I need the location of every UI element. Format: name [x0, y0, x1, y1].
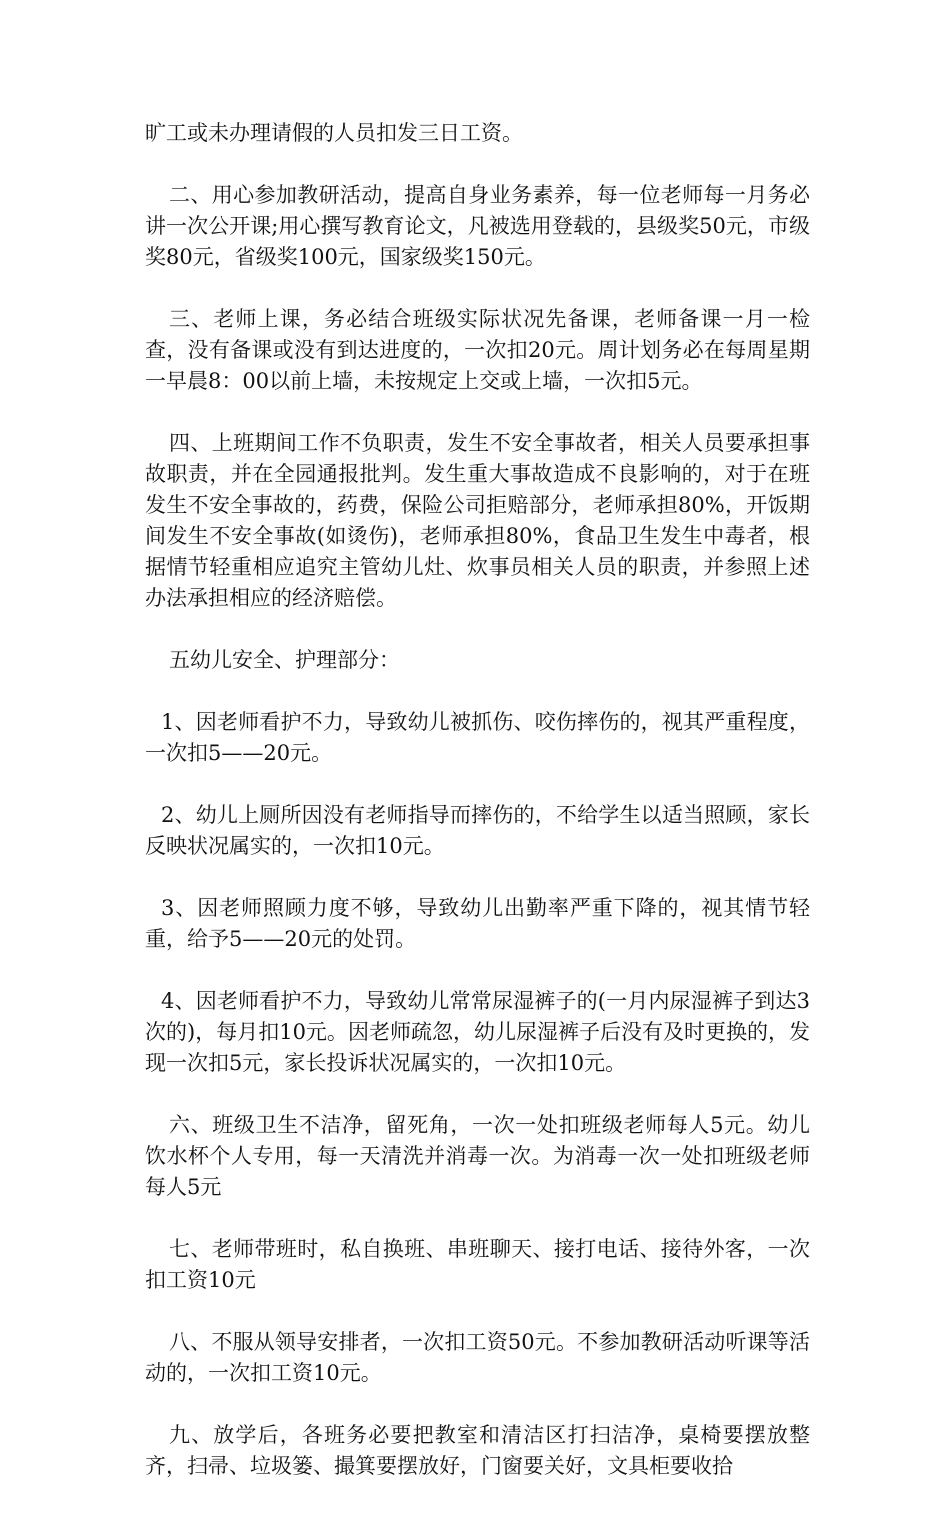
paragraph-sub-2: 2、幼儿上厕所因没有老师指导而摔伤的，不给学生以适当照顾，家长反映状况属实的，一次扣10元。	[145, 803, 810, 858]
paragraph-continuation: 旷工或未办理请假的人员扣发三日工资。	[145, 121, 523, 145]
paragraph-item-9: 九、放学后，各班务必要把教室和清洁区打扫洁净，桌椅要摆放整齐，扫帚、垃圾篓、撮箕要摆放好，门窗要关好，文具柜要收拾	[145, 1423, 810, 1478]
paragraph-sub-3: 3、因老师照顾力度不够，导致幼儿出勤率严重下降的，视其情节轻重，给予5——20元的处罚。	[145, 896, 810, 951]
paragraph-sub-1: 1、因老师看护不力，导致幼儿被抓伤、咬伤摔伤的，视其严重程度，一次扣5——20元。	[145, 710, 810, 765]
paragraph-item-3: 三、老师上课，务必结合班级实际状况先备课，老师备课一月一检查，没有备课或没有到达进度的，一次扣20元。周计划务必在每周星期一早晨8：00以前上墙，未按规定上交或上墙，一次扣5元。	[145, 307, 810, 393]
paragraph-item-4: 四、上班期间工作不负职责，发生不安全事故者，相关人员要承担事故职责，并在全园通报批判。发生重大事故造成不良影响的，对于在班发生不安全事故的，药费，保险公司拒赔部分，老师承担80%，开饭期间发生不安全事故(如烫伤)，老师承担80%，食品卫生发生中毒者，根据情节轻重相应追究主管幼儿灶、炊事员相关人员的职责，并参照上述办法承担相应的经济赔偿。	[145, 431, 810, 610]
paragraph-item-2: 二、用心参加教研活动，提高自身业务素养，每一位老师每一月务必讲一次公开课;用心撰写教育论文，凡被选用登载的，县级奖50元，市级奖80元，省级奖100元，国家级奖150元。	[145, 183, 810, 269]
paragraph-item-5-heading: 五幼儿安全、护理部分：	[169, 648, 400, 672]
document-body	[145, 118, 810, 1513]
paragraph-item-6: 六、班级卫生不洁净，留死角，一次一处扣班级老师每人5元。幼儿饮水杯个人专用，每一天清洗并消毒一次。为消毒一次一处扣班级老师每人5元	[145, 1113, 810, 1199]
paragraph-sub-4: 4、因老师看护不力，导致幼儿常常尿湿裤子的(一月内尿湿裤子到达3次的)，每月扣10元。因老师疏忽，幼儿尿湿裤子后没有及时更换的，发现一次扣5元，家长投诉状况属实的，一次扣10元。	[145, 989, 810, 1075]
paragraph-item-8: 八、不服从领导安排者，一次扣工资50元。不参加教研活动听课等活动的，一次扣工资10元。	[145, 1330, 810, 1385]
paragraph-item-7: 七、老师带班时，私自换班、串班聊天、接打电话、接待外客，一次扣工资10元	[145, 1237, 810, 1292]
